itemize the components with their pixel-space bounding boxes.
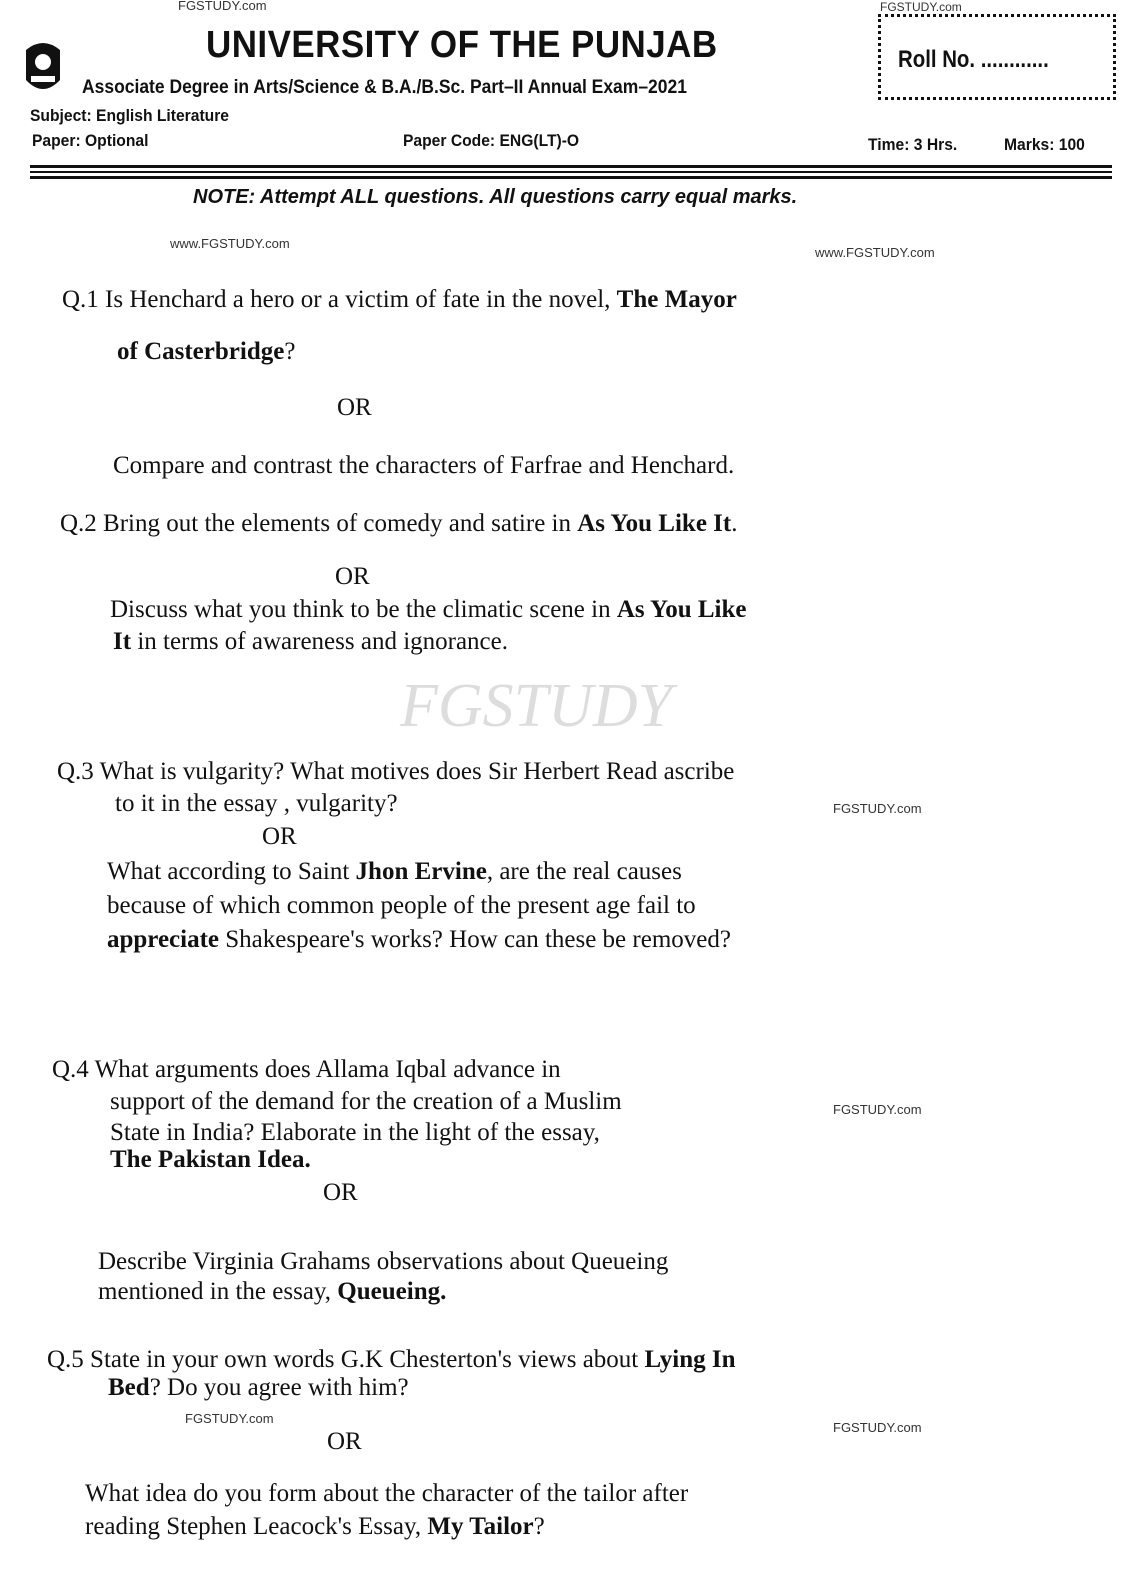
or-separator [327, 1428, 362, 1456]
watermark: FGSTUDY.com [833, 801, 922, 816]
instructions-note: NOTE: Attempt ALL questions. All questions carry equal marks. [193, 186, 798, 208]
work-title: Jhon Ervine [355, 858, 487, 885]
question-line [52, 1056, 561, 1084]
question-text: Compare and contrast the characters of Farfrae and Henchard. [113, 452, 735, 479]
question-text: Q.5 State in your own words G.K Chesterton's views about [47, 1346, 645, 1373]
exam-title: Associate Degree in Arts/Science & B.A./B.Sc. Part–II Annual Exam–2021 [82, 77, 687, 98]
header-divider [30, 165, 1112, 168]
question-line [85, 1480, 688, 1508]
watermark: FGSTUDY.com [833, 1420, 922, 1435]
watermark: www.FGSTUDY.com [170, 236, 290, 251]
question-text: mentioned in the essay, [98, 1278, 338, 1305]
work-title: appreciate [107, 926, 220, 953]
question-text: What according to Saint [107, 858, 356, 885]
question-text: OR [327, 1428, 362, 1455]
question-line [108, 1374, 409, 1402]
work-title: Bed [108, 1374, 150, 1401]
question-text: Q.1 Is Henchard a hero or a victim of fate in the novel, [62, 286, 617, 313]
question-text: reading Stephen Leacock's Essay, [85, 1513, 428, 1540]
watermark: FGSTUDY.com [880, 0, 962, 14]
question-text: OR [323, 1179, 358, 1206]
marks-label: Marks: 100 [1004, 135, 1085, 154]
question-text: Discuss what you think to be the climatic scene in [110, 596, 617, 623]
question-text: Q.3 What is vulgarity? What motives does Sir Herbert Read ascribe [57, 758, 735, 785]
question-line [107, 926, 731, 954]
question-text: Q.2 Bring out the elements of comedy and satire in [60, 510, 578, 537]
question-text: ? Do you agree with him? [149, 1374, 409, 1401]
question-text: , are the real causes [486, 858, 682, 885]
watermark: FGSTUDY.com [178, 0, 267, 13]
work-title: As You Like It [577, 510, 732, 537]
work-title: Queueing. [337, 1278, 447, 1305]
paper-label: Paper: Optional [32, 131, 149, 150]
question-line [98, 1248, 668, 1276]
question-line [62, 286, 737, 314]
or-separator [337, 394, 372, 422]
watermark: FGSTUDY.com [185, 1411, 274, 1426]
question-text: What idea do you form about the character of the tailor after [85, 1480, 689, 1507]
question-line [117, 338, 295, 366]
watermark: FGSTUDY.com [833, 1102, 922, 1117]
question-text: support of the demand for the creation of a Muslim [110, 1088, 622, 1115]
university-title: UNIVERSITY OF THE PUNJAB [206, 24, 718, 66]
question-text: ? [533, 1513, 545, 1540]
work-title: of Casterbridge [117, 338, 285, 365]
question-line [110, 596, 747, 624]
subject-label: Subject: English Literature [30, 106, 230, 125]
question-line [98, 1278, 446, 1306]
work-title: The Mayor [616, 286, 737, 313]
question-text: because of which common people of the present age fail to [107, 892, 696, 919]
question-text: in terms of awareness and ignorance. [131, 628, 509, 655]
time-label: Time: 3 Hrs. [868, 135, 958, 154]
question-line [60, 510, 737, 538]
question-text: OR [337, 394, 372, 421]
question-text: OR [335, 563, 370, 590]
work-title: As You Like [616, 596, 747, 623]
or-separator [323, 1179, 358, 1207]
question-line [115, 790, 398, 818]
question-line [47, 1346, 736, 1374]
question-line [110, 1088, 622, 1116]
question-line [57, 758, 734, 786]
question-text: . [731, 510, 738, 537]
or-separator [262, 823, 297, 851]
question-text: State in India? Elaborate in the light of the essay, [110, 1119, 600, 1146]
question-line [85, 1513, 545, 1541]
question-text: ? [284, 338, 296, 365]
paper-code-label: Paper Code: ENG(LT)-O [403, 131, 580, 150]
header-divider [30, 171, 1112, 173]
question-line [110, 1146, 311, 1174]
question-line [110, 1119, 600, 1147]
roll-number-label: Roll No. ............ [898, 46, 1049, 73]
question-line [113, 628, 508, 656]
watermark: www.FGSTUDY.com [815, 245, 935, 260]
question-text: to it in the essay , vulgarity? [115, 790, 398, 817]
question-line [107, 858, 682, 886]
or-separator [335, 563, 370, 591]
question-line [107, 892, 696, 920]
work-title: My Tailor [427, 1513, 534, 1540]
work-title: The Pakistan Idea. [110, 1146, 311, 1173]
university-crest-logo [22, 36, 64, 98]
work-title: Lying In [644, 1346, 736, 1373]
fgstudy-watermark-logo: FGSTUDY [400, 672, 673, 740]
question-text: Shakespeare's works? How can these be removed? [219, 926, 731, 953]
question-text: OR [262, 823, 297, 850]
question-text: Q.4 What arguments does Allama Iqbal advance in [52, 1056, 561, 1083]
work-title: It [113, 628, 132, 655]
question-text: Describe Virginia Grahams observations about Queueing [98, 1248, 669, 1275]
question-line [113, 452, 734, 480]
header-divider [30, 176, 1112, 179]
